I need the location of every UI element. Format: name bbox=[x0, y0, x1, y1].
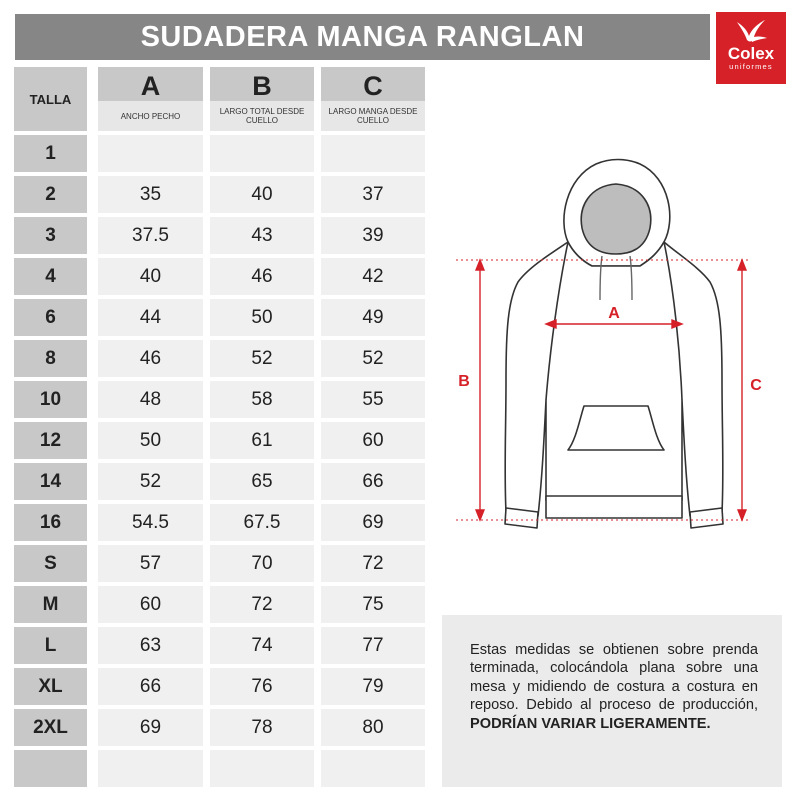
value-cell-b: 67.5 bbox=[210, 504, 314, 541]
value-cell-a: 44 bbox=[98, 299, 203, 336]
left-cuff bbox=[505, 508, 538, 528]
measure-b-label: B bbox=[458, 373, 470, 390]
value-cell-c: 60 bbox=[321, 422, 425, 459]
size-cell: 6 bbox=[14, 299, 87, 336]
column-b-letter: B bbox=[252, 71, 272, 101]
value-cell-b: 46 bbox=[210, 258, 314, 295]
column-a-letter: A bbox=[140, 71, 161, 101]
value-cell-a: 63 bbox=[98, 627, 203, 664]
column-a-desc: ANCHO PECHO bbox=[98, 101, 203, 131]
value-cell-c: 42 bbox=[321, 258, 425, 295]
value-cell-b bbox=[210, 135, 314, 172]
value-cell-c: 66 bbox=[321, 463, 425, 500]
right-cuff bbox=[690, 508, 723, 528]
hoodie-diagram bbox=[450, 150, 780, 540]
value-cell-b: 58 bbox=[210, 381, 314, 418]
measure-a-label: A bbox=[608, 305, 620, 322]
value-cell-c: 52 bbox=[321, 340, 425, 377]
size-cell: 1 bbox=[14, 135, 87, 172]
measurement-note bbox=[442, 615, 782, 787]
logo-subtitle: uniformes bbox=[729, 62, 773, 71]
bird-logo-icon bbox=[731, 18, 771, 44]
logo-brand: Colex bbox=[727, 44, 775, 63]
value-cell-a: 40 bbox=[98, 258, 203, 295]
size-cell: 8 bbox=[14, 340, 87, 377]
body-shape bbox=[505, 242, 723, 516]
value-cell-a bbox=[98, 135, 203, 172]
value-cell-b: 74 bbox=[210, 627, 314, 664]
value-cell-b: 76 bbox=[210, 668, 314, 705]
size-cell: 2 bbox=[14, 176, 87, 213]
value-cell-c bbox=[321, 750, 425, 787]
size-cell: 10 bbox=[14, 381, 87, 418]
value-cell-c: 39 bbox=[321, 217, 425, 254]
waistband bbox=[546, 496, 682, 518]
value-cell-a: 35 bbox=[98, 176, 203, 213]
value-cell-c: 69 bbox=[321, 504, 425, 541]
value-cell-b: 65 bbox=[210, 463, 314, 500]
value-cell-a: 46 bbox=[98, 340, 203, 377]
value-cell-c: 75 bbox=[321, 586, 425, 623]
value-cell-c bbox=[321, 135, 425, 172]
size-cell: XL bbox=[14, 668, 87, 705]
hoodie-outline bbox=[505, 160, 723, 529]
title-bar bbox=[15, 14, 710, 60]
value-cell-a: 69 bbox=[98, 709, 203, 746]
column-c-letter: C bbox=[363, 71, 383, 101]
value-cell-b: 50 bbox=[210, 299, 314, 336]
value-cell-b: 40 bbox=[210, 176, 314, 213]
value-cell-a: 52 bbox=[98, 463, 203, 500]
measure-c-label: C bbox=[750, 377, 762, 394]
size-cell: 4 bbox=[14, 258, 87, 295]
value-cell-c: 49 bbox=[321, 299, 425, 336]
value-cell-a: 60 bbox=[98, 586, 203, 623]
value-cell-b: 72 bbox=[210, 586, 314, 623]
value-cell-c: 77 bbox=[321, 627, 425, 664]
column-c-header bbox=[321, 67, 425, 131]
value-cell-c: 72 bbox=[321, 545, 425, 582]
note-emphasis: PODRÍAN VARIAR LIGERAMENTE. bbox=[470, 715, 711, 732]
colex-logo bbox=[716, 12, 786, 84]
value-cell-b: 52 bbox=[210, 340, 314, 377]
value-cell-a: 48 bbox=[98, 381, 203, 418]
value-cell-b bbox=[210, 750, 314, 787]
value-cell-a: 54.5 bbox=[98, 504, 203, 541]
size-cell: 16 bbox=[14, 504, 87, 541]
page-title: SUDADERA MANGA RANGLAN bbox=[140, 20, 585, 53]
value-cell-c: 37 bbox=[321, 176, 425, 213]
column-b-desc: LARGO TOTAL DESDE CUELLO bbox=[210, 101, 314, 131]
size-cell: L bbox=[14, 627, 87, 664]
column-b-header bbox=[210, 67, 314, 131]
value-cell-c: 55 bbox=[321, 381, 425, 418]
value-cell-b: 70 bbox=[210, 545, 314, 582]
value-cell-a: 37.5 bbox=[98, 217, 203, 254]
value-cell-c: 80 bbox=[321, 709, 425, 746]
size-cell: S bbox=[14, 545, 87, 582]
column-a-header bbox=[98, 67, 203, 131]
value-cell-a bbox=[98, 750, 203, 787]
value-cell-b: 43 bbox=[210, 217, 314, 254]
value-cell-a: 57 bbox=[98, 545, 203, 582]
size-cell: 12 bbox=[14, 422, 87, 459]
value-cell-c: 79 bbox=[321, 668, 425, 705]
talla-header: TALLA bbox=[14, 67, 87, 131]
value-cell-a: 50 bbox=[98, 422, 203, 459]
hood-opening bbox=[581, 184, 651, 254]
note-text: Estas medidas se obtienen sobre prenda terminada, colocándola plana sobre una mesa y midiendo de costura a costura en reposo. Debido al proceso de producción, bbox=[470, 642, 758, 714]
size-cell: 3 bbox=[14, 217, 87, 254]
kangaroo-pocket bbox=[568, 406, 664, 450]
column-c-desc: LARGO MANGA DESDE CUELLO bbox=[321, 101, 425, 131]
value-cell-a: 66 bbox=[98, 668, 203, 705]
size-cell: 14 bbox=[14, 463, 87, 500]
size-cell: 2XL bbox=[14, 709, 87, 746]
value-cell-b: 61 bbox=[210, 422, 314, 459]
size-cell bbox=[14, 750, 87, 787]
value-cell-b: 78 bbox=[210, 709, 314, 746]
size-cell: M bbox=[14, 586, 87, 623]
